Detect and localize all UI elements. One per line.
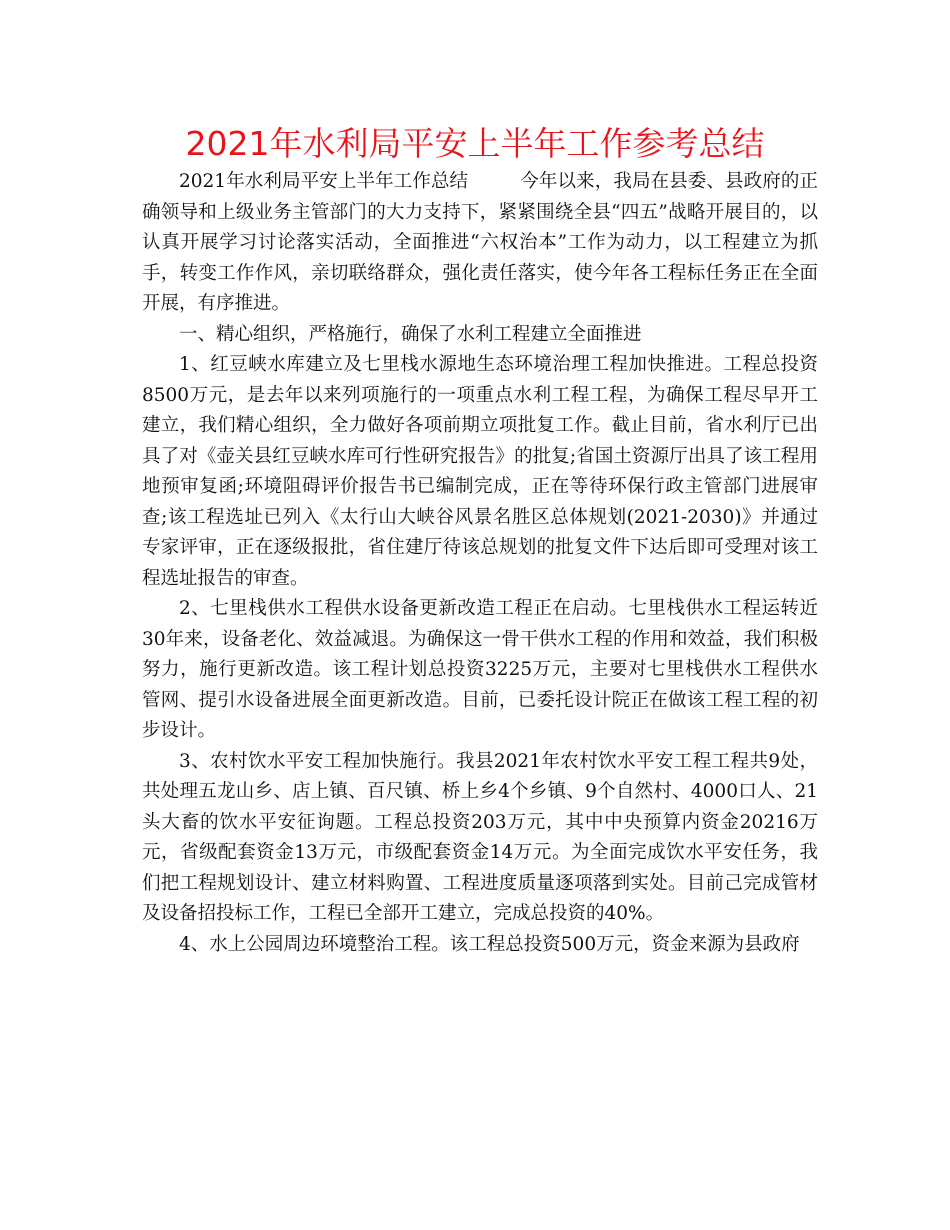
intro-body: 今年以来，我局在县委、县政府的正确领导和上级业务主管部门的大力支持下，紧紧围绕全县“四五”战略开展目的，以认真开展学习讨论落实活动，全面推进“六权治本”工作为动力，以工程建立为抓手，转变工作作风，亲切联络群众，强化责任落实，使今年各工程标任务正在全面开展，有序推进。 [142, 171, 818, 314]
document-title: 2021年水利局平安上半年工作参考总结 [185, 124, 765, 163]
body-paragraph-1: 1、红豆峡水库建立及七里栈水源地生态环境治理工程加快推进。工程总投资8500万元，是去年以来列项施行的一项重点水利工程工程，为确保工程尽早开工建立，我们精心组织，全力做好各项前期立项批复工作。截止目前，省水利厅已出具了对《壶关县红豆峡水库可行性研究报告》的批复;省国土资源厅出具了该工程用地预审复函;环境阻碍评价报告书已编制完成，正在等待环保行政主管部门进展审查;该工程选址已列入《太行山大峡谷风景名胜区总体规划(2021-2030)》并通过专家评审，正在逐级报批，省住建厅待该总规划的批复文件下达后即可受理对该工程选址报告的审查。 [142, 354, 818, 589]
intro-paragraph [142, 167, 818, 320]
body-paragraph-3: 3、农村饮水平安工程加快施行。我县2021年农村饮水平安工程工程共9处，共处理五龙山乡、店上镇、百尺镇、桥上乡4个乡镇、9个自然村、4000口人、21头大畜的饮水平安征询题。工程总投资203万元，其中中央预算内资金20216万元，省级配套资金13万元，市级配套资金14万元。为全面完成饮水平安任务，我们把工程规划设计、建立材料购置、工程进度质量逐项落到实处。目前己完成管材及设备招投标工作，工程已全部开工建立，完成总投资的40%。 [142, 750, 818, 924]
document-body [142, 167, 818, 960]
body-paragraph-4: 4、水上公园周边环境整治工程。该工程总投资500万元，资金来源为县政府 [179, 933, 800, 955]
section-heading-1: 一、精心组织，严格施行，确保了水利工程建立全面推进 [179, 323, 642, 345]
intro-lead: 2021年水利局平安上半年工作总结 [179, 171, 469, 192]
body-paragraph-2: 2、七里栈供水工程供水设备更新改造工程正在启动。七里栈供水工程运转近30年来，设备老化、效益减退。为确保这一骨干供水工程的作用和效益，我们积极努力，施行更新改造。该工程计划总投资3225万元，主要对七里栈供水工程供水管网、提引水设备进展全面更新改造。目前，已委托设计院正在做该工程工程的初步设计。 [142, 598, 818, 741]
